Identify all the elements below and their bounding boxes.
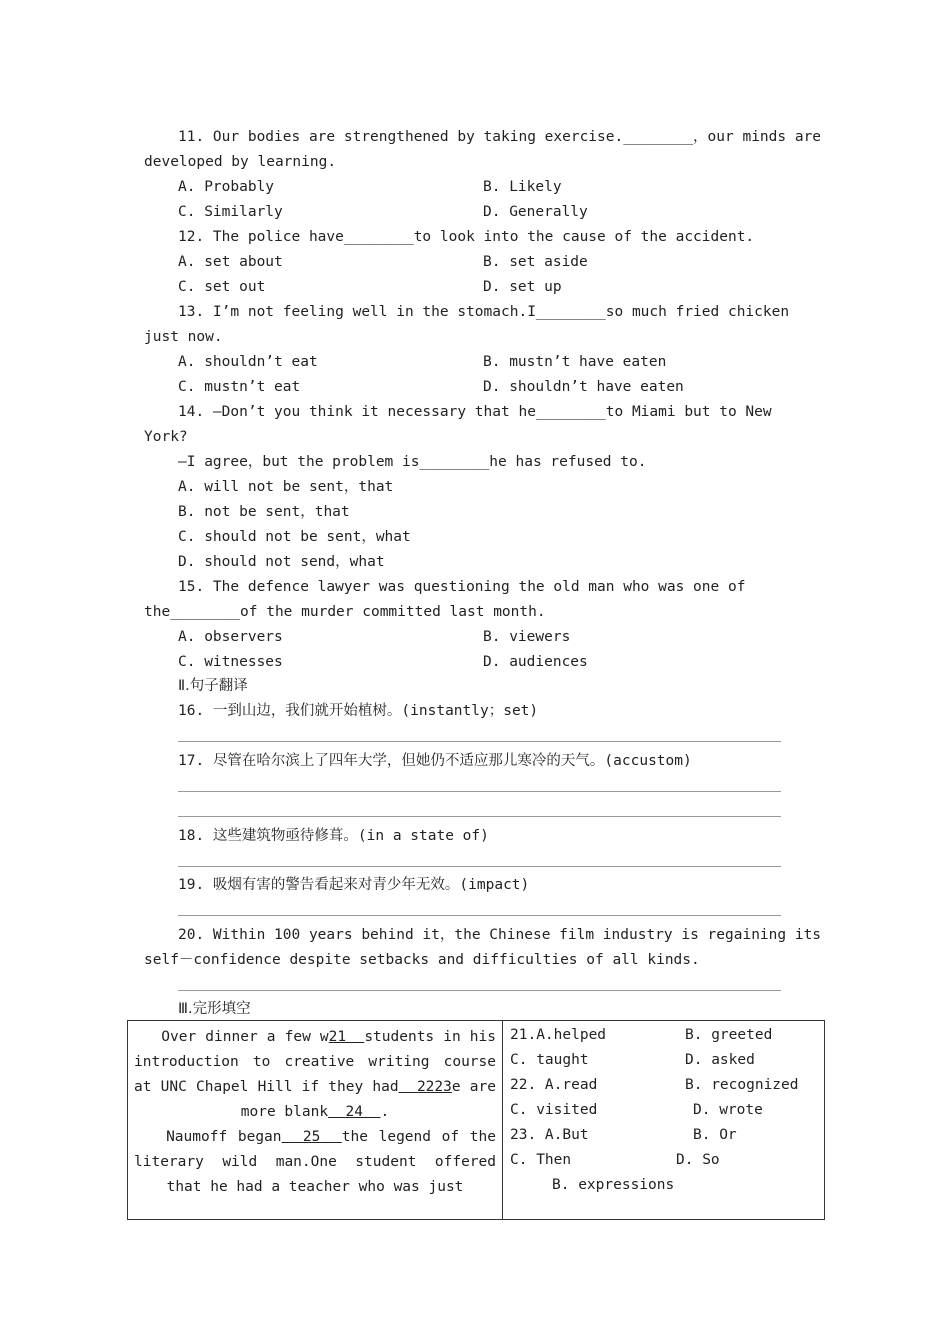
q23-option-b: B. Or [693,1127,737,1143]
blank-25-underline [320,1129,341,1145]
option-expressions: B. expressions [552,1177,675,1193]
q13-stem-line2: just now. [144,329,223,345]
q12-option-a: A. set about [178,254,283,270]
q15-stem-line1: 15. The defence lawyer was questioning the old man who was one of [178,579,746,595]
section-3-heading: Ⅲ.完形填空 [178,1001,251,1017]
q13-option-d: D. shouldn’t have eaten [483,379,684,395]
q16-prompt: 16. 一到山边，我们就开始植树。(instantly；set) [178,703,539,719]
q16-answer-line[interactable] [178,741,781,742]
q15-option-a: A. observers [178,629,283,645]
q14-option-c: C. should not be sent，what [178,529,411,545]
passage-text: Over dinner a few w [161,1029,329,1045]
q21-option-b: B. greeted [685,1027,773,1043]
q18-answer-line[interactable] [178,866,781,867]
q20-prompt-line1: 20. Within 100 years behind it，the Chinese film industry is regaining its [178,927,822,943]
q19-prompt: 19. 吸烟有害的警告看起来对青少年无效。(impact) [178,877,530,893]
q18-prompt: 18. 这些建筑物亟待修葺。(in a state of) [178,828,489,844]
q22-option-a: 22. A.read [510,1077,598,1093]
cloze-paragraph-1 [134,1025,496,1125]
q12-option-b: B. set aside [483,254,588,270]
q15-option-d: D. audiences [483,654,588,670]
q21-option-c: C. taught [510,1052,589,1068]
q14-stem-line3: —I agree，but the problem is________he has refused to. [178,454,647,470]
blank-25-underline [282,1129,303,1145]
q21-option-a: 21.A.helped [510,1027,607,1043]
cloze-paragraph-2 [134,1125,496,1200]
q22-option-b: B. recognized [685,1077,799,1093]
q21-option-d: D. asked [685,1052,755,1068]
q11-stem-line2: developed by learning. [144,154,337,170]
q20-answer-line[interactable] [178,990,781,991]
q14-option-b: B. not be sent，that [178,504,350,520]
blank-24-underline [328,1104,345,1120]
q11-option-d: D. Generally [483,204,588,220]
q13-option-c: C. mustn’t eat [178,379,301,395]
passage-text: . [380,1104,390,1120]
q14-stem-line2: York? [144,429,188,445]
q14-option-d: D. should not send，what [178,554,385,570]
q11-option-b: B. Likely [483,179,562,195]
blank-21-underline [346,1029,364,1045]
blank-22-23[interactable]: 2223 [416,1079,452,1095]
q15-option-c: C. witnesses [178,654,283,670]
q13-option-a: A. shouldn’t eat [178,354,318,370]
q11-stem-line1: 11. Our bodies are strengthened by taking exercise.________，our minds are [178,129,822,145]
q13-stem-line1: 13. I’m not feeling well in the stomach.I________so much fried chicken [178,304,790,320]
blank-21[interactable]: 21 [328,1029,347,1045]
q11-option-a: A. Probably [178,179,275,195]
q17-answer-line-1[interactable] [178,791,781,792]
q15-option-b: B. viewers [483,629,571,645]
q15-stem-line2: the________of the murder committed last month. [144,604,546,620]
q23-option-d: D. So [676,1152,720,1168]
q12-stem: 12. The police have________to look into the cause of the accident. [178,229,755,245]
passage-text: Naumoff began [166,1129,282,1145]
q17-prompt: 17. 尽管在哈尔滨上了四年大学，但她仍不适应那儿寒冷的天气。(accustom) [178,753,692,769]
q13-option-b: B. mustn’t have eaten [483,354,667,370]
passage-text: e are more blank [240,1079,496,1120]
q14-option-a: A. will not be sent，that [178,479,394,495]
blank-24-underline [363,1104,380,1120]
blank-25[interactable]: 25 [302,1129,321,1145]
q23-option-a: 23. A.But [510,1127,589,1143]
q22-option-d: D. wrote [693,1102,763,1118]
passage-text: students in his introduction to creative writing course at UNC Chapel Hill if they had [134,1029,496,1095]
q14-stem-line1: 14. —Don’t you think it necessary that he________to Miami but to New [178,404,772,420]
q17-answer-line-2[interactable] [178,816,781,817]
cloze-box-divider [502,1021,503,1219]
blank-24[interactable]: 24 [345,1104,364,1120]
q22-option-c: C. visited [510,1102,598,1118]
blank-22-underline [399,1079,417,1095]
q20-prompt-line2: self－confidence despite setbacks and difficulties of all kinds. [144,952,700,968]
cloze-box [127,1020,825,1220]
q11-option-c: C. Similarly [178,204,283,220]
q12-option-d: D. set up [483,279,562,295]
q23-option-c: C. Then [510,1152,572,1168]
section-2-heading: Ⅱ.句子翻译 [178,678,248,694]
passage-text: the legend of the literary wild man.One student offered that he had a teacher who was just [134,1129,496,1195]
cloze-passage [134,1025,496,1200]
q12-option-c: C. set out [178,279,266,295]
q19-answer-line[interactable] [178,915,781,916]
